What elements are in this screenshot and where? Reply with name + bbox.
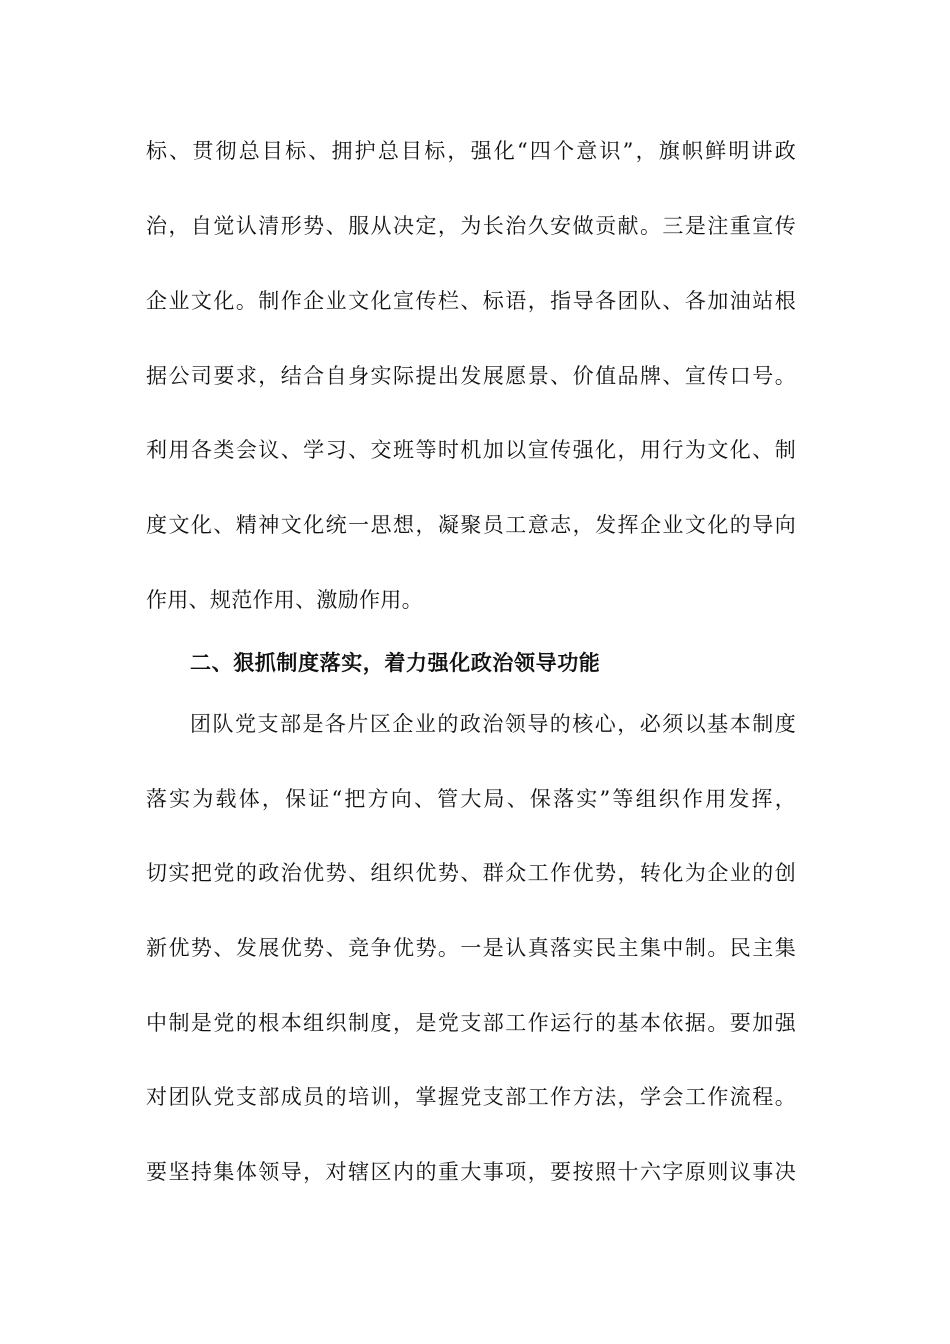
paragraph-2-line-2: 落实为载体，保证“把方向、管大局、保落实”等组织作用发挥， [146, 787, 796, 811]
paragraph-1-line-5: 利用各类会议、学习、交班等时机加以宣传强化，用行为文化、制 [146, 438, 796, 462]
paragraph-2-line-7: 要坚持集体领导，对辖区内的重大事项，要按照十六字原则议事决 [146, 1160, 796, 1184]
paragraph-1-line-6: 度文化、精神文化统一思想，凝聚员工意志，发挥企业文化的导向 [146, 513, 796, 537]
paragraph-1-line-4: 据公司要求，结合自身实际提出发展愿景、价值品牌、宣传口号。 [146, 364, 796, 388]
paragraph-2-line-6: 对团队党支部成员的培训，掌握党支部工作方法，学会工作流程。 [146, 1085, 796, 1109]
paragraph-2-line-4: 新优势、发展优势、竞争优势。一是认真落实民主集中制。民主集 [146, 936, 796, 960]
paragraph-1-line-3: 企业文化。制作企业文化宣传栏、标语，指导各团队、各加油站根 [146, 289, 796, 313]
section-heading: 二、狠抓制度落实，着力强化政治领导功能 [190, 651, 601, 675]
paragraph-1-line-7: 作用、规范作用、激励作用。 [146, 588, 423, 612]
paragraph-2-line-5: 中制是党的根本组织制度，是党支部工作运行的基本依据。要加强 [146, 1011, 796, 1035]
paragraph-2-line-1: 团队党支部是各片区企业的政治领导的核心，必须以基本制度 [190, 712, 796, 736]
paragraph-2-line-3: 切实把党的政治优势、组织优势、群众工作优势，转化为企业的创 [146, 861, 796, 885]
paragraph-1-line-2: 治，自觉认清形势、服从决定，为长治久安做贡献。三是注重宣传 [146, 214, 796, 238]
paragraph-1-line-1: 标、贯彻总目标、拥护总目标，强化“四个意识”，旗帜鲜明讲政 [146, 139, 796, 163]
